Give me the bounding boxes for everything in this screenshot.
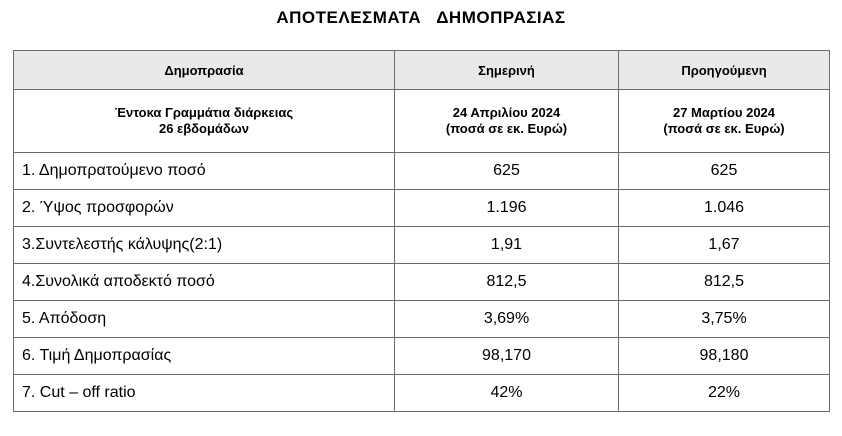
row-label: 5. Απόδοση xyxy=(14,301,395,338)
row-current-value: 625 xyxy=(395,153,619,190)
row-label: 3.Συντελεστής κάλυψης(2:1) xyxy=(14,227,395,264)
current-unit: (ποσά σε εκ. Ευρώ) xyxy=(445,121,568,136)
row-current-value: 42% xyxy=(395,375,619,412)
row-label: 7. Cut – off ratio xyxy=(14,375,395,412)
row-previous-value: 812,5 xyxy=(619,264,830,301)
page-title: ΑΠΟΤΕΛΕΣΜΑΤΑ ΔΗΜΟΠΡΑΣΙΑΣ xyxy=(276,8,566,27)
header-auction: Δημοπρασία xyxy=(14,51,395,90)
table-row xyxy=(14,227,830,264)
previous-date: 27 Μαρτίου 2024 xyxy=(672,105,776,120)
row-previous-value: 625 xyxy=(619,153,830,190)
row-current-value: 812,5 xyxy=(395,264,619,301)
table-row xyxy=(14,338,830,375)
instrument-name: Έντοκα Γραμμάτια διάρκειας xyxy=(114,105,294,120)
table-subheader-row xyxy=(14,90,830,153)
row-current-value: 1.196 xyxy=(395,190,619,227)
row-current-value: 1,91 xyxy=(395,227,619,264)
table-row xyxy=(14,264,830,301)
subheader-instrument xyxy=(14,90,395,153)
row-label: 4.Συνολικά αποδεκτό ποσό xyxy=(14,264,395,301)
row-previous-value: 3,75% xyxy=(619,301,830,338)
instrument-duration: 26 εβδομάδων xyxy=(158,121,250,136)
row-previous-value: 1.046 xyxy=(619,190,830,227)
table-row xyxy=(14,190,830,227)
table-row xyxy=(14,301,830,338)
subheader-previous-date xyxy=(619,90,830,153)
row-previous-value: 22% xyxy=(619,375,830,412)
table-header-row xyxy=(14,51,830,90)
auction-results-table xyxy=(13,50,830,412)
row-label: 1. Δημοπρατούμενο ποσό xyxy=(14,153,395,190)
header-current: Σημερινή xyxy=(395,51,619,90)
row-previous-value: 98,180 xyxy=(619,338,830,375)
header-previous: Προηγούμενη xyxy=(619,51,830,90)
previous-unit: (ποσά σε εκ. Ευρώ) xyxy=(663,121,785,136)
current-date: 24 Απριλίου 2024 xyxy=(452,105,561,120)
table-row xyxy=(14,153,830,190)
subheader-current-date xyxy=(395,90,619,153)
row-current-value: 3,69% xyxy=(395,301,619,338)
row-previous-value: 1,67 xyxy=(619,227,830,264)
row-label: 6. Τιμή Δημοπρασίας xyxy=(14,338,395,375)
row-label: 2. Ύψος προσφορών xyxy=(14,190,395,227)
row-current-value: 98,170 xyxy=(395,338,619,375)
table-row xyxy=(14,375,830,412)
